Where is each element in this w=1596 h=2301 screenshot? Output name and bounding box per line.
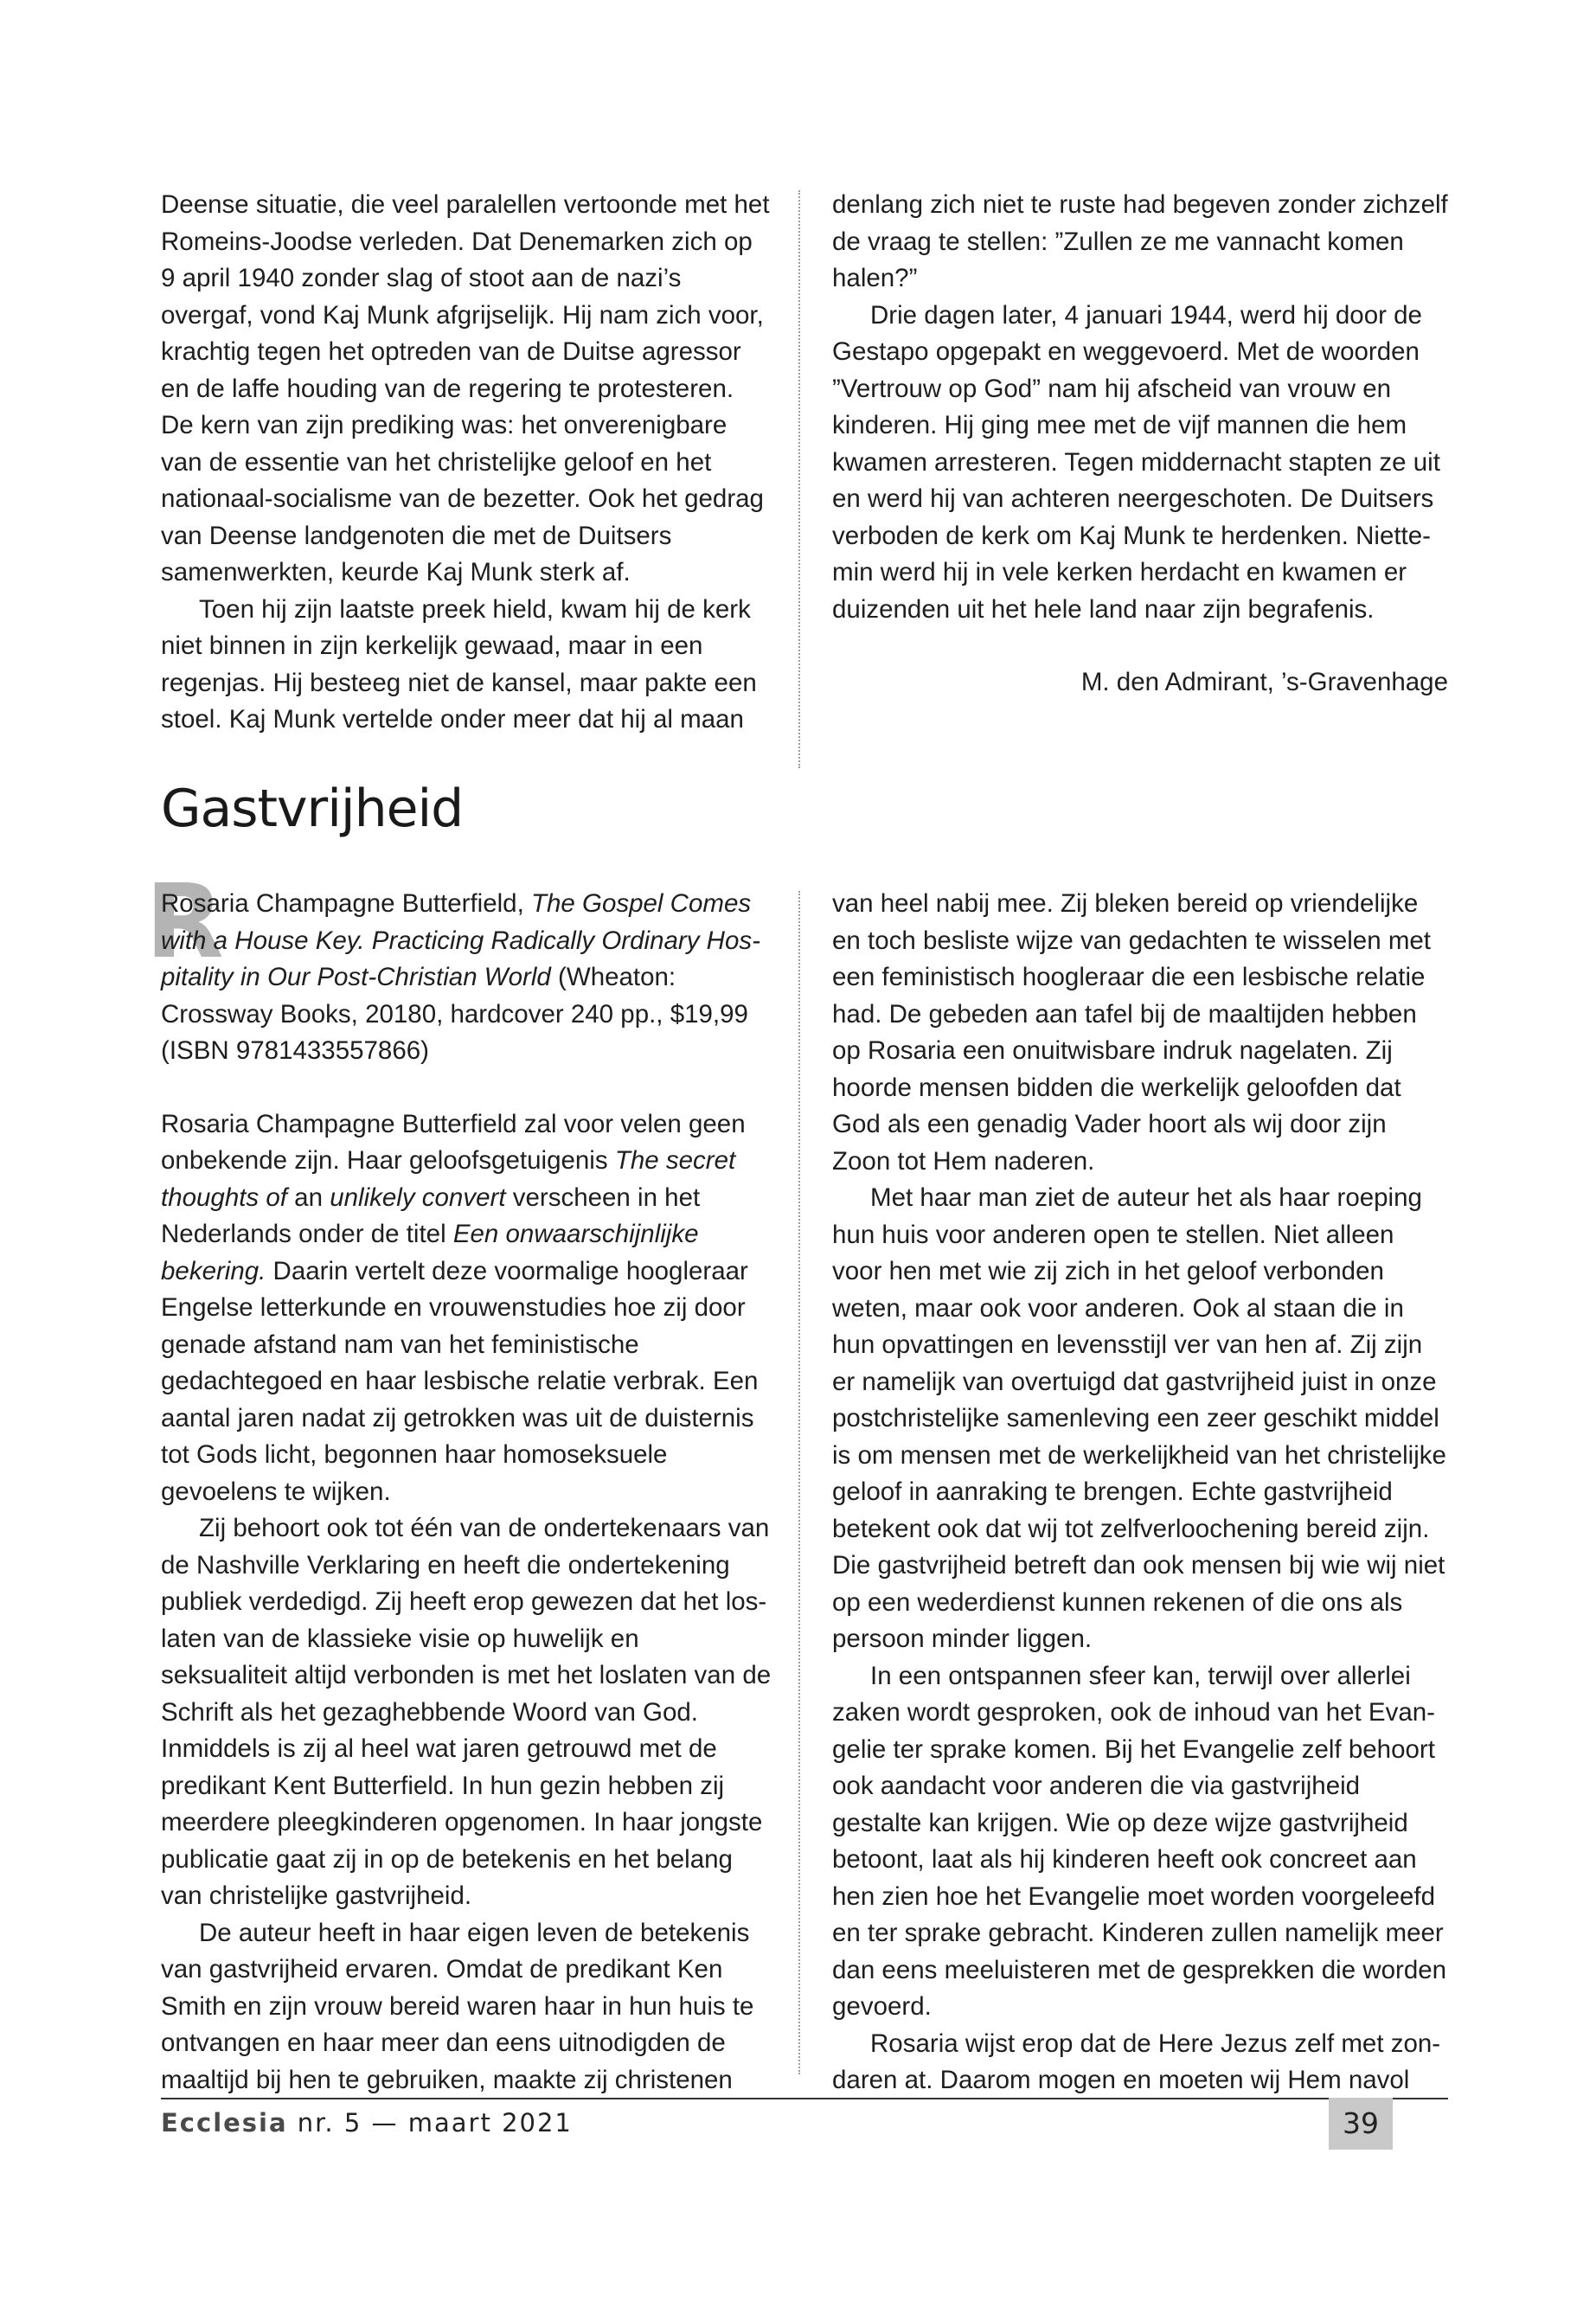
paragraph: denlang zich niet te ruste had begeven zonder zichzelf de vraag te stellen: ”Zullen ze me vannacht komen halen?”: [832, 190, 1448, 292]
paragraph: van heel nabij mee. Zij bleken bereid op vriendelijke en toch besliste wijze van gedachten te wisselen met een feministisch hoogleraar die een lesbische relatie had. De gebeden aan tafel bij de maaltijden hebben op Rosaria een onuitwisbare indruk nagelaten. Zij hoorde mensen bidden die werkelijk geloofden dat God als een genadig Vader hoort als wij door zijn Zoon tot Hem naderen.: [832, 889, 1431, 1176]
column-divider: [798, 190, 800, 768]
paragraph: De auteur heeft in haar eigen leven de betekenis van gastvrijheid ervaren. Omdat de predikant Ken Smith en zijn vrouw bereid waren haar in hun huis te ontvangen en haar meer dan eens uitnodigden de maaltijd bij hen te gebruiken, maakte zij christenen: [161, 1918, 754, 2094]
paragraph: Rosaria wijst erop dat de Here Jezus zelf met zondaren at. Daarom mogen en moeten wij Hem navol: [832, 2029, 1441, 2094]
footer-issue-info: [161, 2108, 573, 2138]
issue-info: nr. 5 — maart 2021: [287, 2108, 573, 2138]
book-author: Rosaria Champagne Butterfield,: [161, 889, 531, 918]
column-divider: [798, 891, 800, 2074]
paragraph: Rosaria Champagne Butterfield zal voor velen geen onbekende zijn. Haar geloofsgetuigenis The secret thoughts of an unlikely convert verscheen in het Nederlands onder de titel Een onwaarschijnlijke bekering. Daarin vertelt deze voormalige hoogleraar Engelse letterkunde en vrouwenstudies hoe zij door genade afstand nam van het feministische gedachtegoed en haar lesbische relatie verbrak. Een aantal jaren nadat zij getrokken was uit de duisternis tot Gods licht, begonnen haar homoseksuele gevoelens te wijken.: [161, 1109, 759, 1506]
article-title: Gastvrijheid: [161, 779, 464, 839]
article-gastvrijheid-right-column: [832, 886, 1448, 2099]
paragraph: Drie dagen later, 4 januari 1944, werd hij door de Gestapo opgepakt en weggevoerd. Met de woorden ”Vertrouw op God” nam hij afscheid van vrouw en kinderen. Hij ging mee met de vijf mannen die hem kwamen arresteren. Tegen middernacht stapten ze uit en werd hij van achteren neergeschoten. De Duitsers verboden de kerk om Kaj Munk te herdenken. Niettemin werd hij in vele kerken herdacht en kwamen er duizenden uit het hele land naar zijn begrafenis.: [832, 300, 1440, 624]
article-gastvrijheid-left-column: [161, 886, 772, 2099]
page-number: 39: [1329, 2098, 1393, 2150]
dropcap-letter: R: [145, 862, 224, 981]
paragraph: Met haar man ziet de auteur het als haar roeping hun huis voor anderen open te stellen. Niet alleen voor hen met wie zij zich in het geloof verbonden weten, maar ook voor anderen. Ook al staan die in hun opvattingen en levensstijl ver van hen af. Zij zijn er namelijk van overtuigd dat gastvrijheid juist in onze postchristelijke samenleving een zeer geschikt middel is om mensen met de werkelijkheid van het christelijke geloof in aanraking te brengen. Echte gastvrijheid betekent ook dat wij tot zelfverloochening bereid zijn. Die gastvrijheid betreft dan ook mensen bij wie wij niet op een wederdienst kunnen rekenen of die ons als persoon minder liggen.: [832, 1183, 1446, 1653]
article-kaj-munk-left-column: [161, 187, 772, 739]
paragraph: In een ontspannen sfeer kan, terwijl over allerlei zaken wordt gesproken, ook de inhoud van het Evangelie ter sprake komen. Bij het Evangelie zelf behoort ook aandacht voor anderen die via gastvrijheid gestalte kan krijgen. Wie op deze wijze gastvrijheid betoont, laat als hij kinderen heeft ook concreet aan hen zien hoe het Evangelie moet worden voorgeleefd en ter sprake gebracht. Kinderen zullen namelijk meer dan eens meeluisteren met de gesprekken die worden gevoerd.: [832, 1661, 1447, 2021]
article-kaj-munk-right-column: [832, 187, 1448, 702]
magazine-name: Ecclesia: [161, 2108, 288, 2138]
book-details: (Wheaton: Crossway Books, 20180, hardcover 240 pp., $19,99 (ISBN 9781433557866): [161, 963, 748, 1065]
paragraph: Deense situatie, die veel paralellen vertoonde met het Romeins-Joodse verleden. Dat Denemarken zich op 9 april 1940 zonder slag of stoot aan de nazi’s overgaf, vond Kaj Munk afgrijselijk. Hij nam zich voor, krachtig tegen het optreden van de Duitse agressor en de laffe houding van de regering te protesteren. De kern van zijn prediking was: het onverenigbare van de essentie van het christelijke geloof en het nationaal-socialisme van de bezetter. Ook het gedrag van Deense landgenoten die met de Duitsers samenwerkten, keurde Kaj Munk sterk af.: [161, 190, 770, 586]
paragraph: Zij behoort ook tot één van de ondertekenaars van de Nashville Verklaring en heeft die ondertekening publiek verdedigd. Zij heeft erop gewezen dat het loslaten van de klassieke visie op huwelijk en seksualiteit altijd verbonden is met het loslaten van de Schrift als het gezaghebbende Woord van God. Inmiddels is zij al heel wat jaren getrouwd met de predikant Kent Butterfield. In hun gezin hebben zij meerdere pleegkinderen opgenomen. In haar jongste publicatie gaat zij in op de betekenis en het belang van christelijke gastvrijheid.: [161, 1514, 772, 1910]
paragraph: Toen hij zijn laatste preek hield, kwam hij de kerk niet binnen in zijn kerkelijk gewaad, maar in een regenjas. Hij besteeg niet de kansel, maar pakte een stoel. Kaj Munk vertelde onder meer dat hij al maan: [161, 594, 757, 734]
book-title: The Gospel Comes with a House Key. Practicing Radically Ordinary Hospitality in Our Post-Christian World: [161, 889, 760, 991]
book-reference: [161, 886, 772, 1070]
author-signature: M. den Admirant, ’s-Gravenhage: [1080, 668, 1448, 696]
